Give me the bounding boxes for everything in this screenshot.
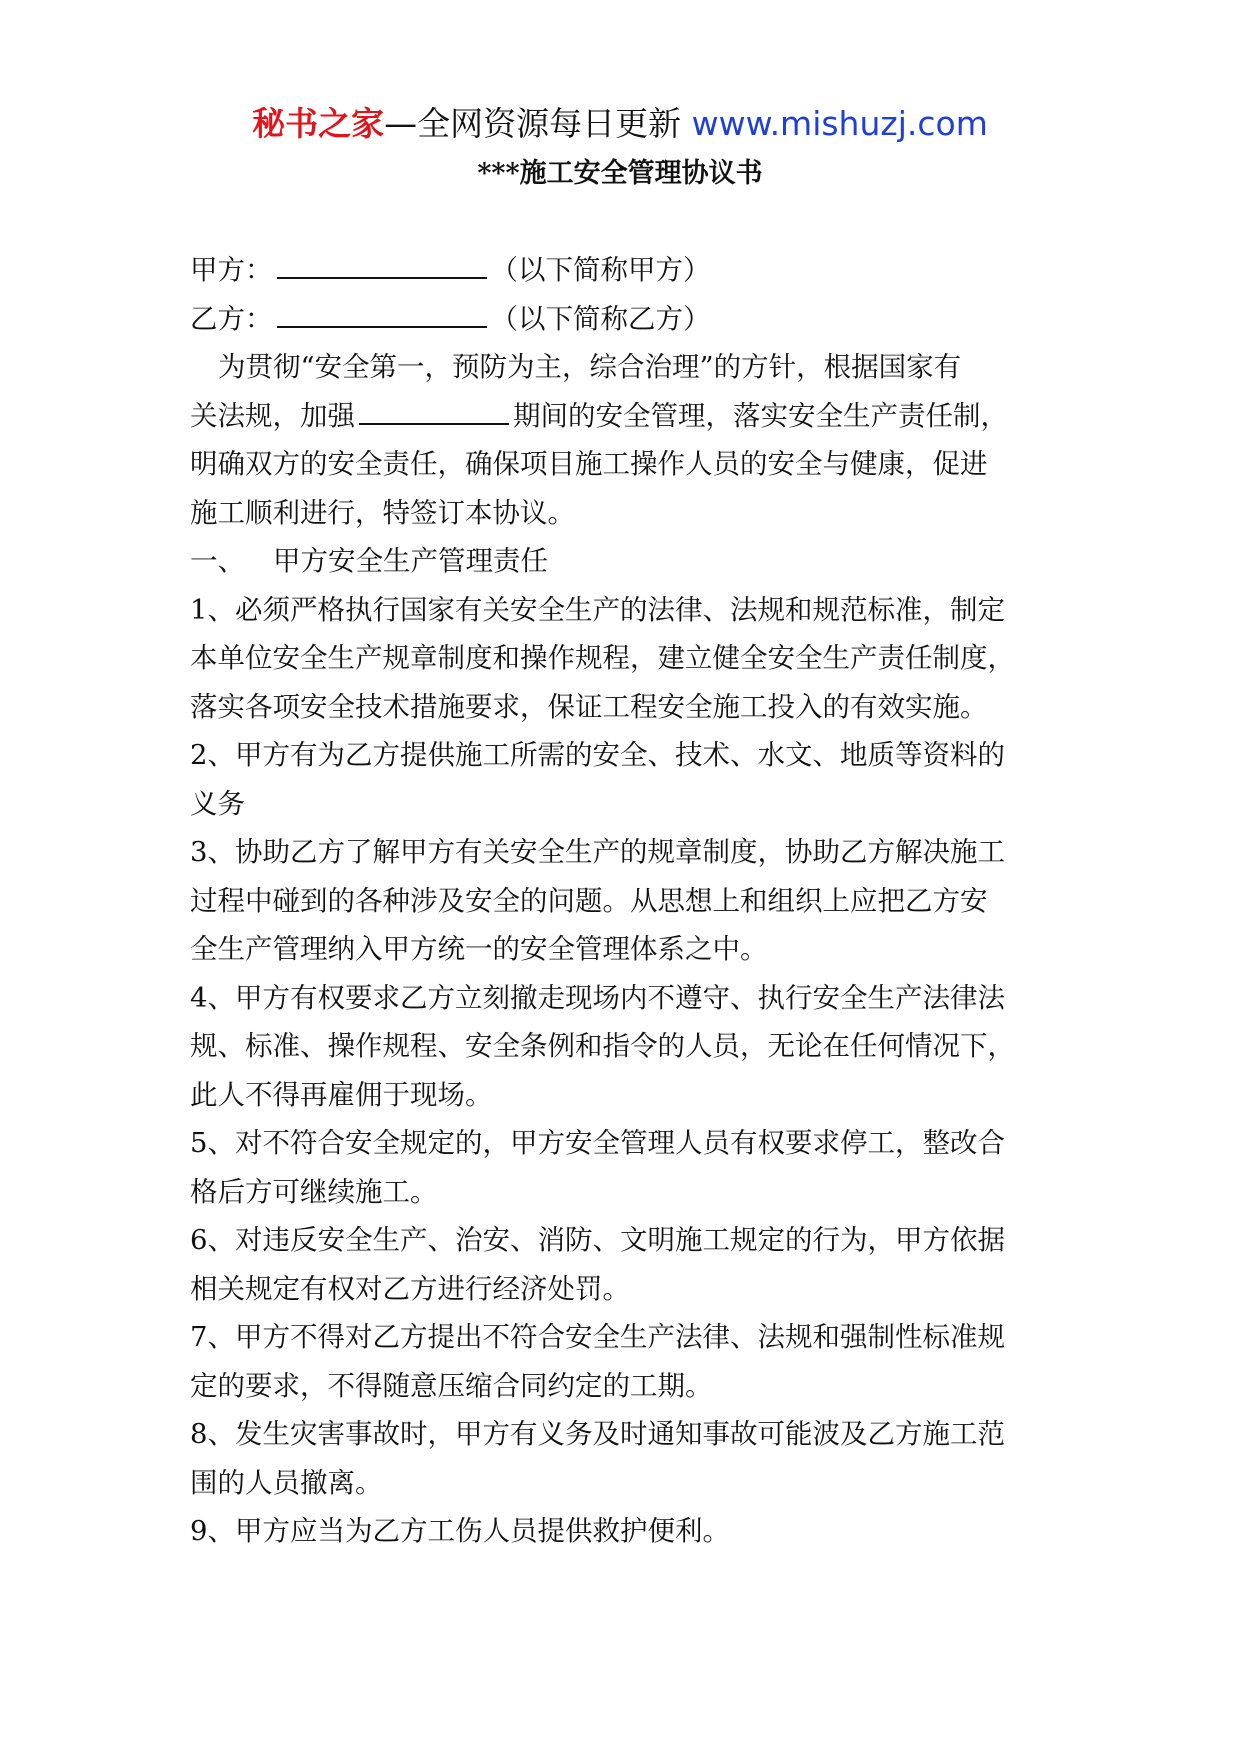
clause-item	[190, 974, 1070, 1120]
clause-item	[190, 731, 1070, 828]
responsibility-list	[190, 586, 1070, 1556]
preamble-text: 关法规，加强	[190, 399, 355, 432]
clause-line: 过程中碰到的各种涉及安全的问题。从思想上和组织上应把乙方安	[190, 884, 988, 917]
clause-line: 8、发生灾害事故时，甲方有义务及时通知事故可能波及乙方施工范	[190, 1418, 1005, 1450]
clause-line: 6、对违反安全生产、治安、消防、文明施工规定的行为，甲方依据	[190, 1224, 1005, 1256]
clause-line: 1、必须严格执行国家有关安全生产的法律、法规和规范标准，制定	[190, 593, 1005, 626]
party-a-blank	[277, 247, 487, 279]
preamble-line: 施工顺利进行，特签订本协议。	[190, 496, 575, 529]
clause-item	[190, 1507, 1070, 1556]
party-b-label: 乙方：	[190, 302, 273, 335]
preamble-text: 期间的安全管理，落实安全生产责任制，	[513, 399, 1008, 432]
clause-item	[190, 586, 1070, 732]
party-b-blank	[277, 296, 487, 328]
clause-line: 落实各项安全技术措施要求，保证工程安全施工投入的有效实施。	[190, 690, 988, 723]
clause-line: 2、甲方有为乙方提供施工所需的安全、技术、水文、地质等资料的	[190, 739, 1005, 771]
party-b-line	[190, 295, 1070, 344]
section-number: 一、	[190, 545, 245, 577]
clause-item	[190, 1410, 1070, 1507]
party-a-note: （以下简称甲方）	[490, 254, 711, 286]
party-a-line	[190, 246, 1070, 295]
clause-line: 定的要求，不得随意压缩合同约定的工期。	[190, 1369, 713, 1402]
preamble-line: 为贯彻“安全第一，预防为主，综合治理”的方针，根据国家有	[218, 351, 962, 383]
preamble-line: 明确双方的安全责任，确保项目施工操作人员的安全与健康，促进	[190, 448, 988, 480]
clause-line: 5、对不符合安全规定的，甲方安全管理人员有权要求停工，整改合	[190, 1127, 1005, 1159]
clause-line: 9、甲方应当为乙方工伤人员提供救护便利。	[190, 1515, 730, 1547]
site-brand: 秘书之家	[252, 104, 385, 143]
document-title: ***施工安全管理协议书	[477, 158, 763, 189]
clause-line: 义务	[190, 787, 245, 820]
clause-line: 7、甲方不得对乙方提出不符合安全生产法律、法规和强制性标准规	[190, 1321, 1005, 1353]
clause-item	[190, 1216, 1070, 1313]
clause-line: 本单位安全生产规章制度和操作规程，建立健全安全生产责任制度，	[190, 642, 1015, 674]
clause-line: 4、甲方有权要求乙方立刻撤走现场内不遵守、执行安全生产法律法	[190, 981, 1005, 1014]
section-title: 甲方安全生产管理责任	[273, 545, 548, 577]
clause-line: 围的人员撤离。	[190, 1466, 383, 1499]
clause-line: 此人不得再雇佣于现场。	[190, 1078, 493, 1111]
party-b-note: （以下简称乙方）	[490, 302, 711, 335]
clause-line: 全生产管理纳入甲方统一的安全管理体系之中。	[190, 933, 768, 965]
clause-item	[190, 1119, 1070, 1216]
project-name-blank	[359, 393, 509, 425]
clause-line: 3、协助乙方了解甲方有关安全生产的规章制度，协助乙方解决施工	[190, 836, 1005, 868]
clause-line: 相关规定有权对乙方进行经济处罚。	[190, 1272, 630, 1305]
site-url-link[interactable]: www.mishuzj.com	[691, 104, 988, 143]
clause-item	[190, 1313, 1070, 1410]
party-a-label: 甲方：	[190, 254, 273, 286]
preamble-line	[190, 392, 1070, 441]
clause-item	[190, 828, 1070, 974]
site-slogan: —全网资源每日更新	[384, 104, 692, 143]
clause-line: 格后方可继续施工。	[190, 1175, 438, 1208]
site-header	[0, 102, 1240, 146]
document-body	[190, 246, 1070, 1556]
clause-line: 规、标准、操作规程、安全条例和指令的人员，无论在任何情况下，	[190, 1030, 1015, 1062]
section-heading	[190, 537, 1070, 586]
